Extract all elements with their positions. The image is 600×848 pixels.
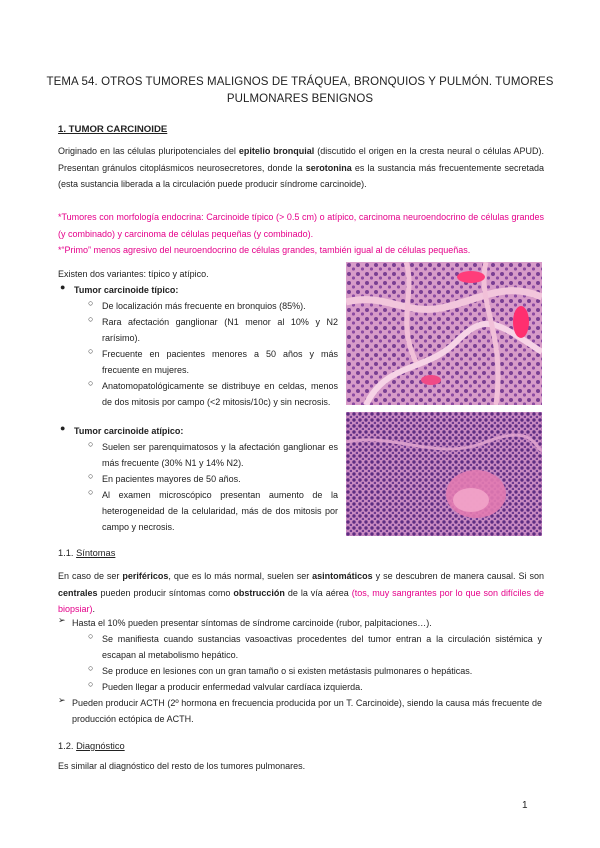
arrow-item: Hasta el 10% pueden presentar síntomas de síndrome carcinoide (rubor, palpitaciones…). <box>72 618 432 628</box>
arrow-subitem: Se manifiesta cuando sustancias vasoactivas procedentes del tumor entran a la circulación sistémica y escapan al metabolismo hepático. <box>102 634 542 661</box>
document-title: TEMA 54. OTROS TUMORES MALIGNOS DE TRÁQUEA, BRONQUIOS Y PULMÓN. TUMORES PULMONARES BENIGNOS <box>46 76 554 105</box>
section-heading: 1. TUMOR CARCINOIDE <box>58 124 168 135</box>
typical-item: Rara afectación ganglionar (N1 menor al 10% y N2 rarísimo). <box>102 317 338 344</box>
circle-bullet-icon: ○ <box>88 439 94 449</box>
atypical-item: Al examen microscópico presentan aumento de la heterogeneidad de la celularidad, más de dos mitosis por campo y necrosis. <box>102 490 338 533</box>
typical-item: Anatomopatológicamente se distribuye en celdas, menos de dos mitosis por campo (<2 mitosis/10c) y sin necrosis. <box>102 381 338 408</box>
atypical-item: Suelen ser parenquimatosos y la afectación ganglionar es más frecuente (30% N1 y 14% N2). <box>102 442 338 469</box>
arrow-bullet-icon: ➢ <box>58 615 66 625</box>
bullet-icon: ● <box>60 423 66 433</box>
intro-paragraph: Originado en las células pluripotenciales del epitelio bronquial (discutido el origen en la cresta neural o células APUD). Presentan gránulos citoplásmicos neurosecretores, donde la serotonina es la sustancia más frecuentemente secretada (esta sustancia liberada a la circulación puede producir síndrome carcinoide). <box>58 146 544 189</box>
arrow-subitem: Pueden llegar a producir enfermedad valvular cardíaca izquierda. <box>102 682 363 692</box>
page-number: 1 <box>522 800 528 811</box>
typical-heading: Tumor carcinoide típico: <box>74 285 179 295</box>
atypical-item: En pacientes mayores de 50 años. <box>102 474 241 484</box>
circle-bullet-icon: ○ <box>88 487 94 497</box>
circle-bullet-icon: ○ <box>88 314 94 324</box>
circle-bullet-icon: ○ <box>88 378 94 388</box>
arrow-subitem: Se produce en lesiones con un gran tamaño o si existen metástasis pulmonares o hepáticas. <box>102 666 473 676</box>
circle-bullet-icon: ○ <box>88 346 94 356</box>
atypical-heading: Tumor carcinoide atípico: <box>74 426 184 436</box>
histology-image-typical <box>346 262 542 405</box>
circle-bullet-icon: ○ <box>88 631 94 641</box>
variants-intro: Existen dos variantes: típico y atípico. <box>58 269 209 279</box>
arrow-bullet-icon: ➢ <box>58 695 66 705</box>
note-paragraph-1: *Tumores con morfología endocrina: Carcinoide típico (> 0.5 cm) o atípico, carcinoma neuroendocrino de células grandes (y combinado) y carcinoma de células pequeñas (y combinado). <box>58 212 544 239</box>
diagnosis-paragraph: Es similar al diagnóstico del resto de los tumores pulmonares. <box>58 761 306 771</box>
typical-item: De localización más frecuente en bronquios (85%). <box>102 301 306 311</box>
circle-bullet-icon: ○ <box>88 471 94 481</box>
circle-bullet-icon: ○ <box>88 679 94 689</box>
note-paragraph-2: *“Primo” menos agresivo del neuroendocrino de células grandes, también igual al de células pequeñas. <box>58 245 471 255</box>
subsection-heading-diagnosis: 1.2. Diagnóstico <box>58 741 125 751</box>
bullet-icon: ● <box>60 282 66 292</box>
symptoms-paragraph: En caso de ser periféricos, que es lo más normal, suelen ser asintomáticos y se descubren de manera causal. Si son centrales pueden producir síntomas como obstrucción de la vía aérea (tos, muy sangrantes por lo que son difíciles de biopsiar). <box>58 571 544 614</box>
circle-bullet-icon: ○ <box>88 298 94 308</box>
circle-bullet-icon: ○ <box>88 663 94 673</box>
histology-image-atypical <box>346 412 542 536</box>
arrow-item: Pueden producir ACTH (2º hormona en frecuencia producida por un T. Carcinoide), siendo la causa más frecuente de producción ectópica de ACTH. <box>72 698 542 725</box>
typical-item: Frecuente en pacientes menores a 50 años y más frecuente en mujeres. <box>102 349 338 376</box>
subsection-heading-symptoms: 1.1. Síntomas <box>58 548 116 558</box>
